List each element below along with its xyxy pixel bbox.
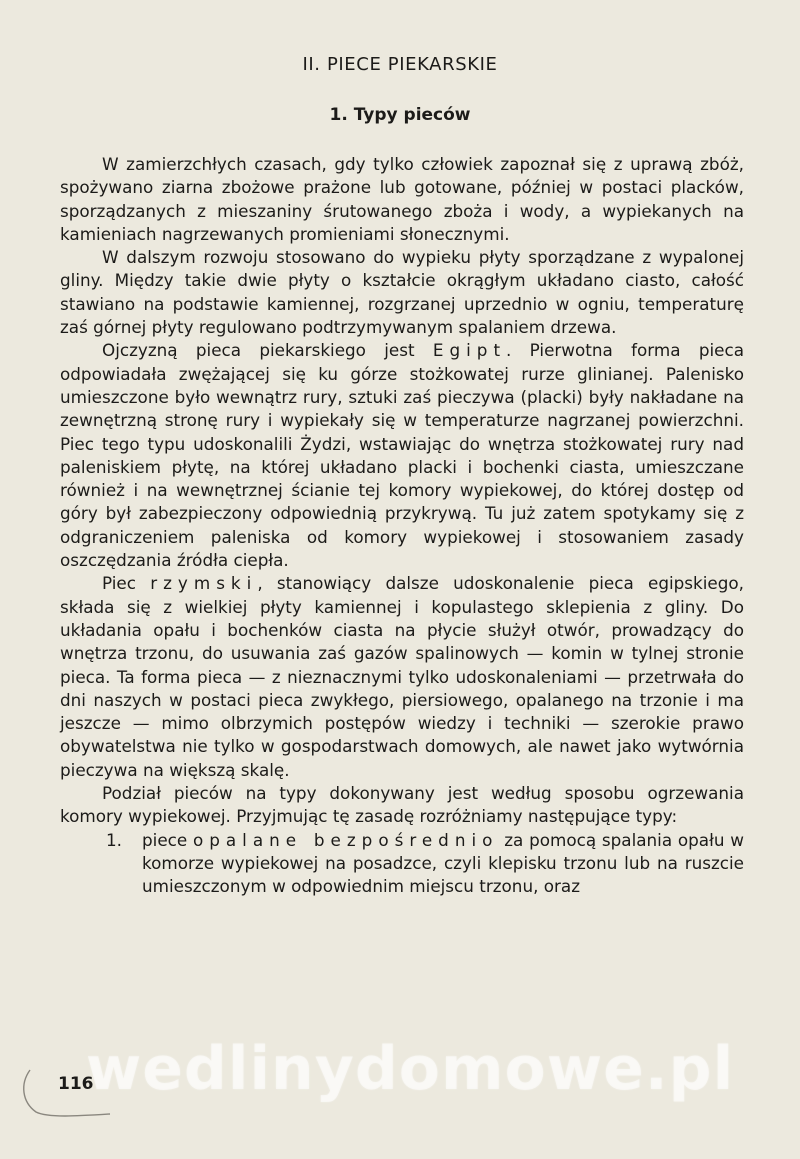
paragraph: Podział pieców na typy dokonywany jest według sposobu ogrzewania komory wypiekowej. Przyjmując tę zasadę rozróżniamy następujące typy: xyxy=(60,783,744,827)
body-text xyxy=(60,153,744,899)
spaced-term: Egipt xyxy=(432,340,507,361)
page-number: 116 xyxy=(58,1074,94,1094)
paragraph-text: , stanowiący dalsze udoskonalenie pieca egipskiego, składa się z wielkiej płyty kamiennej i kopulastego sklepienia z gliny. Do układania opału i bochenków ciasta na płycie służył otwór, prowadzący do wnętrza trzonu, do usuwania zaś gazów spalinowych — komin w tylnej stronie pieca. Ta forma pieca — z nieznacznymi tylko udoskonaleniami — przetrwała do dni naszych w postaci pieca zwykłego, piersiowego, opalanego na trzonie i ma jeszcze — mimo olbrzymich postępów wiedzy i techniki — szerokie prawo obywatelstwa nie tylko w gospodarstwach domowych, ale nawet jako wytwórnia pieczywa na większą skalę. xyxy=(60,573,744,780)
spaced-term: rzymski xyxy=(150,573,258,594)
section-title: 1. Typy pieców xyxy=(329,105,471,125)
paragraph-text: Ojczyzną pieca piekarskiego jest xyxy=(102,340,433,361)
list-item xyxy=(60,829,744,899)
watermark: wedlinydomowe.pl xyxy=(85,1034,735,1104)
paragraph xyxy=(60,339,744,572)
paragraph-text: . Pierwotna forma pieca odpowiadała zwężającej się ku górze stożkowatej rurze glinianej. Palenisko umieszczone było wewnątrz rury, sztuki zaś pieczywa (placki) były nakładane na zewnętrzną stronę rury i wypiekały się w temperaturze nagrzanej powierzchni. Piec tego typu udoskonalili Żydzi, wstawiając do wnętrza stożkowatej rury nad paleniskiem płytę, na której układano placki i bochenki ciasta, umieszczane również i na wewnętrznej ścianie tej komory wypiekowej, do której dostęp od góry był zabezpieczony odpowiednią przykrywą. Tu już zatem spotykamy się z odgraniczeniem paleniska od komory wypiekowej i stosowaniem zasady oszczędzania źródła ciepła. xyxy=(60,340,744,571)
list-number: 1. xyxy=(106,829,123,850)
list-text: za pomocą spalania opału w komorze wypiekowej na posadzce, czyli klepisku trzonu lub na ruszcie umieszczonym w odpowiednim miejscu trzonu, oraz xyxy=(142,829,744,897)
paragraph: W zamierzchłych czasach, gdy tylko człowiek zapoznał się z uprawą zbóż, spożywano ziarna zbożowe prażone lub gotowane, później w postaci placków, sporządzanych z mieszaniny śrutowanego zboża i wody, a wypiekanych na kamieniach nagrzewanych promieniami słonecznymi. xyxy=(60,154,744,244)
list-text: piece xyxy=(142,829,193,850)
spaced-term: opalane bezpośrednio xyxy=(192,829,499,850)
paragraph-text: Piec xyxy=(102,573,151,594)
chapter-title: II. PIECE PIEKARSKIE xyxy=(302,54,498,75)
paragraph xyxy=(60,572,744,782)
paragraph: W dalszym rozwoju stosowano do wypieku płyty sporządzane z wypalonej gliny. Między takie dwie płyty o kształcie okrągłym układano ciasto, całość stawiano na podstawie kamiennej, rozgrzanej uprzednio w ogniu, temperaturę zaś górnej płyty regulowano podtrzymywanym spalaniem drzewa. xyxy=(60,247,744,338)
